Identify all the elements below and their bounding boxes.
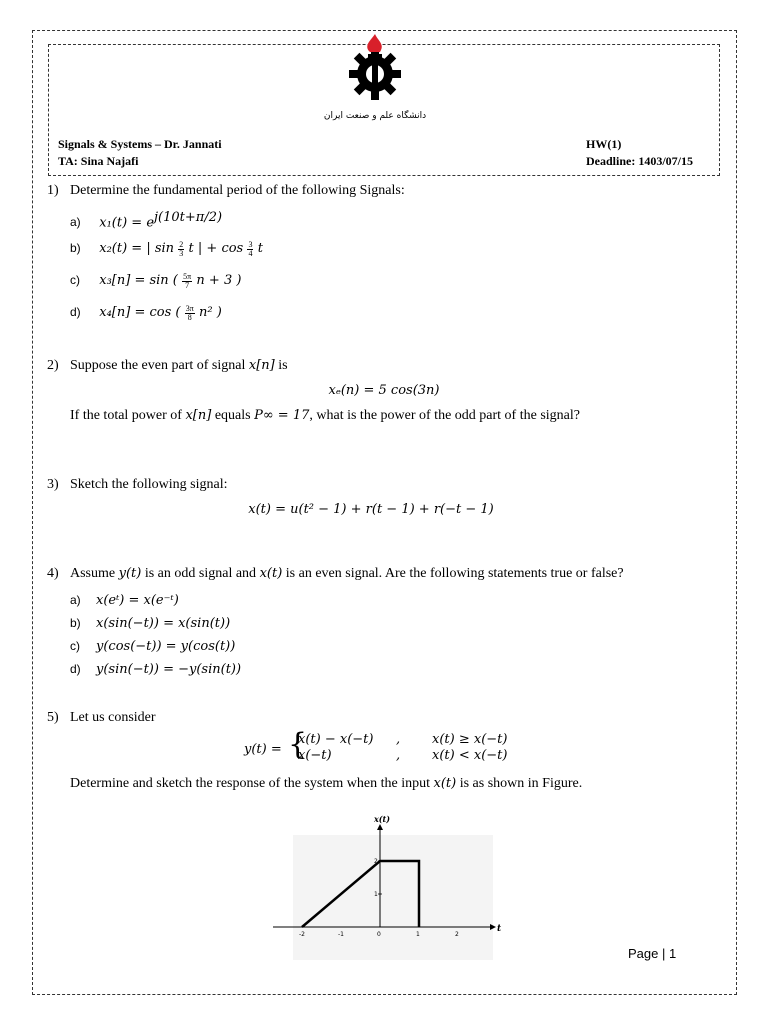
q1-item-c-expr-a: x₃[n] = sin ( <box>99 273 178 288</box>
y-tick-label: 1 <box>374 891 378 898</box>
hw-number: HW(1) <box>586 137 622 151</box>
q1-item-b-frac1: $\frac{2}{3}$ <box>179 239 184 258</box>
q1-item-a-sup: j(10t+π/2) <box>154 210 223 225</box>
q5-case1-cond: x(t) ≥ x(−t) <box>432 732 508 747</box>
q4-item-d: d) y(sin(−t)) = −y(sin(t)) <box>70 662 242 677</box>
q4-math-1: y(t) <box>118 566 142 581</box>
q2-math-b1: x[n] <box>185 408 212 423</box>
q1-text: Determine the fundamental period of the following Signals: <box>70 183 405 198</box>
q1-item-b-expr-b: t | + cos <box>188 241 244 256</box>
q5-case2-sep: , <box>396 748 401 763</box>
q1-item-b-expr-c: t <box>257 241 263 256</box>
q2-text-a: Suppose the even part of signal x[n] is <box>70 358 288 373</box>
deadline: Deadline: 1403/07/15 <box>586 154 693 168</box>
q4-math-2: x(t) <box>259 566 283 581</box>
q5-text: Let us consider <box>70 710 156 725</box>
y-axis-arrow <box>377 824 383 830</box>
q1-item-b-frac2: $\frac{3}{4}$ <box>248 239 253 258</box>
q5-text-b: Determine and sketch the response of the system when the input x(t) is as shown in Figure. <box>70 776 583 791</box>
q5-case1-expr: x(t) − x(−t) <box>298 732 374 747</box>
q5-case2-cond: x(t) < x(−t) <box>432 748 508 763</box>
q1-item-d <box>70 304 222 322</box>
q2-text-b: If the total power of x[n] equals P∞ = 17, what is the power of the odd part of the signal? <box>70 408 580 423</box>
q4-item-c: c) y(cos(−t)) = y(cos(t)) <box>70 639 236 654</box>
q1-item-c-expr-b: n + 3 ) <box>196 273 242 288</box>
x-tick-label: 2 <box>455 931 459 938</box>
q1-item-a-expr: x₁(t) = e <box>99 215 155 231</box>
q1-item-b-label: b) <box>70 241 81 255</box>
q3-number: 3) <box>47 477 59 492</box>
q5-number: 5) <box>47 710 59 725</box>
y-tick-label: 2 <box>374 858 378 865</box>
q4-number: 4) <box>47 566 59 581</box>
x-tick-label: -2 <box>299 931 305 938</box>
university-logo <box>323 44 427 124</box>
q1-item-a <box>70 210 222 230</box>
q2-equation: xₑ(n) = 5 cos(3n) <box>328 383 440 398</box>
q1-item-c <box>70 272 241 290</box>
q1-item-c-label: c) <box>70 273 80 287</box>
q5-brace: { <box>288 727 308 762</box>
x-tick-label: 0 <box>377 931 381 938</box>
ta-name: TA: Sina Najafi <box>58 154 139 168</box>
logo-text: دانشگاه علم و صنعت ایران <box>323 111 427 121</box>
q1-item-a-label: a) <box>70 215 81 230</box>
q5-case1-sep: , <box>396 732 401 747</box>
q4-text: Assume y(t) is an odd signal and x(t) is an even signal. Are the following statements true or false? <box>70 566 624 581</box>
y-axis-label: x(t) <box>374 814 391 824</box>
q1-item-d-expr-b: n² ) <box>199 305 222 320</box>
q3-text: Sketch the following signal: <box>70 477 228 492</box>
q5-math-b: x(t) <box>433 776 457 791</box>
q1-item-d-label: d) <box>70 305 81 319</box>
q1-item-b <box>70 240 263 258</box>
q2-math-a: x[n] <box>248 358 275 373</box>
q5-case2-expr: x(−t) <box>298 748 332 763</box>
q3-equation: x(t) = u(t² − 1) + r(t − 1) + r(−t − 1) <box>248 502 494 517</box>
x-axis-label: t <box>497 924 502 934</box>
page-number: Page | 1 <box>628 946 677 961</box>
q5-lhs: y(t) = <box>244 742 282 757</box>
q2-number: 2) <box>47 358 59 373</box>
x-tick-label: 1 <box>416 931 420 938</box>
q1-item-c-frac: $\frac{5\pi}{7}$ <box>183 271 192 290</box>
q1-number: 1) <box>47 183 59 198</box>
q1-item-d-frac: $\frac{3\pi}{8}$ <box>185 303 194 322</box>
signal-figure <box>268 810 508 950</box>
course-title: Signals & Systems – Dr. Jannati <box>58 137 222 151</box>
q1-item-b-expr-a: x₂(t) = | sin <box>99 241 175 256</box>
figure-background <box>293 835 493 960</box>
x-tick-label: -1 <box>338 931 344 938</box>
q4-item-b: b) x(sin(−t)) = x(sin(t)) <box>70 616 231 631</box>
q4-item-a: a) x(eᵗ) = x(e⁻ᵗ) <box>70 593 179 608</box>
q1-item-d-expr-a: x₄[n] = cos ( <box>99 305 181 320</box>
q2-math-b2: P∞ = 17 <box>254 408 310 423</box>
